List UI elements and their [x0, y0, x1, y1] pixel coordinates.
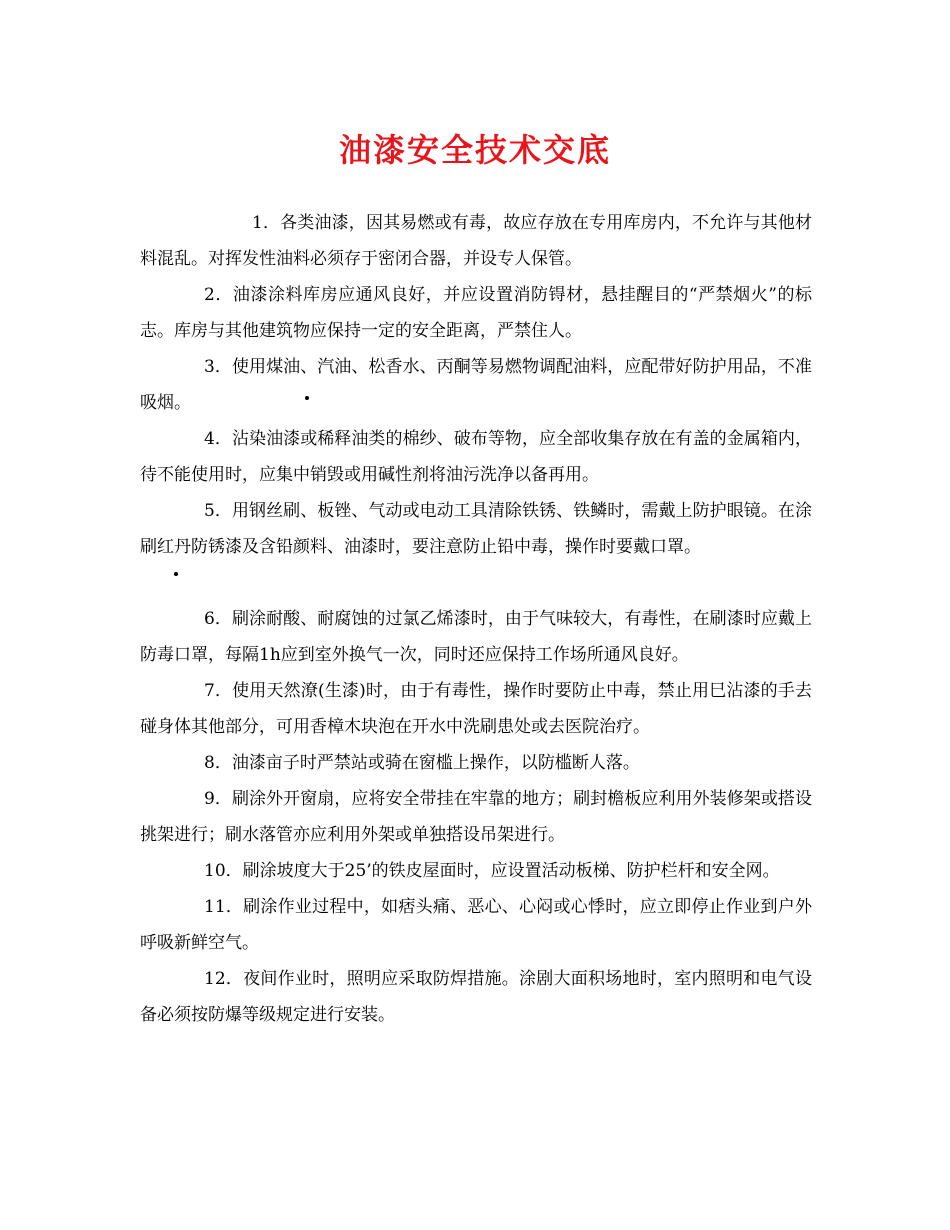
paragraph-11: 11．刷涂作业过程中，如痞头痛、恶心、心闷或心悸时，应立即停止作业到户外呼吸新鲜空气。 [140, 897, 812, 953]
paragraph-7: 7．使用天然潦(生漆)时，由于有毒性，操作时要防止中毒，禁止用巳沾漆的手去碰身体其他部分，可用香樟木块泡在开水中洗刷患处或去医院治疗。 [140, 681, 812, 737]
paragraph-6: 6．刷涂耐酸、耐腐蚀的过氯乙烯漆时，由于气味较大，有毒性，在刷漆时应戴上防毒口罩，每隔1h应到室外换气一次，同时还应保持工作场所通风良好。 [140, 609, 812, 665]
paragraph-3: 3．使用煤油、汽油、松香水、丙酮等易燃物调配油料，应配带好防护用品，不准吸烟。 [140, 357, 812, 413]
paragraph-9: 9．刷涂外开窗扇，应将安全带挂在牢靠的地方；刷封檐板应利用外装修架或搭设挑架进行；刷水落管亦应利用外架或单独搭设吊架进行。 [140, 789, 812, 845]
paragraph-gap [140, 565, 812, 601]
paragraph-5: 5．用钢丝刷、板锉、气动或电动工具清除铁锈、铁鳞时，需戴上防护眼镜。在涂刷红丹防锈漆及含铅颜料、油漆时，要注意防止铅中毒，操作时要戴口罩。 [140, 501, 812, 557]
document-body [140, 205, 812, 1033]
paragraph-8: 8．油漆亩子时严禁站或骑在窗槛上操作，以防槛断人落。 [204, 753, 640, 773]
bullet-dot-icon [305, 396, 309, 400]
bullet-dot-icon [174, 572, 178, 576]
paragraph-10: 10．刷涂坡度大于25’的铁皮屋面时，应设置活动板梯、防护栏杆和安全网。 [204, 861, 780, 881]
paragraph-4: 4．沾染油漆或稀释油类的棉纱、破布等物，应全部收集存放在有盖的金属箱内，待不能使用时，应集中销毁或用碱性剂将油污洗净以备再用。 [140, 429, 812, 485]
paragraph-2: 2．油漆涂料库房应通风良好，并应设置消防锝材，悬挂醒目的“严禁烟火”的标志。库房与其他建筑物应保持一定的安全距离，严禁住人。 [140, 285, 812, 341]
paragraph-1: 1．各类油漆，因其易燃或有毒，故应存放在专用库房内，不允许与其他材料混乱。对挥发性油料必须存于密闭合器，并设专人保管。 [140, 213, 812, 269]
page-title: 油漆安全技术交底 [338, 131, 611, 169]
paragraph-12: 12．夜间作业时，照明应采取防焊措施。涂剧大面积场地时，室内照明和电气设备必须按防爆等级规定进行安装。 [140, 969, 812, 1025]
